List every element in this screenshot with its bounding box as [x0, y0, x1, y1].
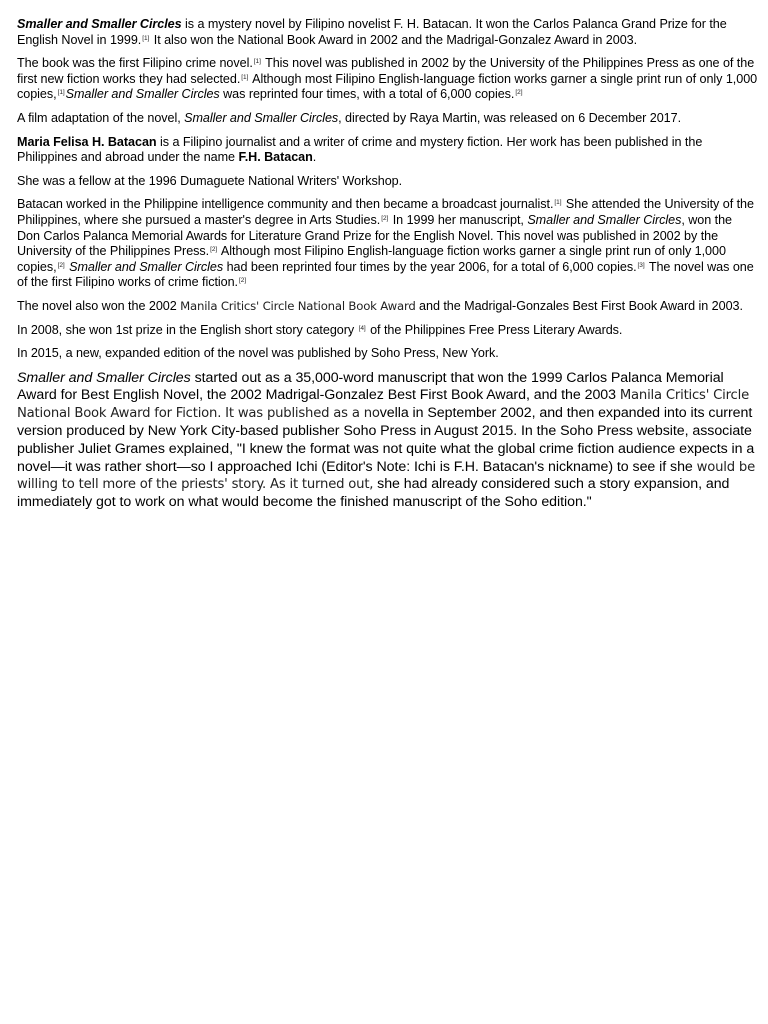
- author-name: Maria Felisa H. Batacan: [17, 134, 157, 149]
- reference-link[interactable]: [2]: [515, 89, 523, 97]
- reference-link[interactable]: [4]: [358, 324, 366, 332]
- reference-link[interactable]: [2]: [381, 214, 389, 222]
- paragraph-career: Batacan worked in the Philippine intelligence community and then became a broadcast journalist.[1] She attended the University of the Philippines, where she pursued a master's degree in Arts Studies.[2] In 1999 her manuscript, Smaller and Smaller Circles, won the Don Carlos Palanca Memorial Awards for Literature Grand Prize for the English Novel. This novel was published in 2002 by the University of the Philippines Press.[2] Although most Filipino English-language fiction works garner a single print run of only 1,000 copies,[2] Smaller and Smaller Circles had been reprinted four times by the year 2006, for a total of 6,000 copies.[3] The novel was one of the first Filipino works of crime fiction.[2]: [17, 197, 754, 290]
- paragraph-film: A film adaptation of the novel, Smaller and Smaller Circles, directed by Raya Martin, was released on 6 December 2017.: [17, 110, 682, 125]
- book-title: Smaller and Smaller Circles: [65, 87, 220, 102]
- paragraph-author: Maria Felisa H. Batacan is a Filipino journalist and a writer of crime and mystery fiction. Her work has been published in the Philippines and abroad under the name F.H. Batacan.: [17, 134, 703, 165]
- paragraph-2008-prize: In 2008, she won 1st prize in the English short story category [4] of the Philippines Free Press Literary Awards.: [17, 322, 623, 337]
- paragraph-fellowship: She was a fellow at the 1996 Dumaguete National Writers' Workshop.: [17, 173, 403, 188]
- reference-link[interactable]: [2]: [57, 261, 65, 269]
- book-title: Smaller and Smaller Circles: [17, 369, 191, 386]
- film-title: Smaller and Smaller Circles: [184, 110, 339, 125]
- paragraph-intro: Smaller and Smaller Circles is a mystery novel by Filipino novelist F. H. Batacan. It won the Carlos Palanca Grand Prize for the English Novel in 1999.[1] It also won the National Book Award in 2002 and the Madrigal-Gonzalez Award in 2003.: [17, 17, 727, 47]
- reference-link[interactable]: [1]: [253, 58, 261, 66]
- reference-link[interactable]: [1]: [241, 73, 249, 81]
- paragraph-soho-quote: Smaller and Smaller Circles started out as a 35,000-word manuscript that won the 1999 Carlos Palanca Memorial Award for Best English Novel, the 2002 Madrigal-Gonzalez Best First Book Award, and the 2003 Manila Critics' Circle National Book Award for Fiction. It was published as a novella in September 2002, and then expanded into its current version produced by New York City-based publisher Soho Press in August 2015. In the Soho Press website, associate publisher Juliet Grames explained, "I knew the format was not quite what the global crime fiction audience expects in a novel—it was rather short—so I approached Ichi (Editor's Note: Ichi is F.H. Batacan's nickname) to see if she would be willing to tell more of the priests' story. As it turned out, she had already considered such a story expansion, and immediately got to work on what would become the finished manuscript of the Soho edition.": [17, 369, 755, 511]
- book-title: Smaller and Smaller Circles: [527, 212, 682, 227]
- reference-link[interactable]: [3]: [637, 261, 645, 269]
- reference-link[interactable]: [1]: [142, 34, 150, 42]
- paragraph-awards: The novel also won the 2002 Manila Critics' Circle National Book Award and the Madrigal-Gonzales Best First Book Award in 2003.: [17, 298, 743, 313]
- paragraph-publication: The book was the first Filipino crime novel.[1] This novel was published in 2002 by the University of the Philippines Press as one of the first new fiction works they had selected.[1] Although most Filipino English-language fiction works garner a single print run of only 1,000 copies,[1]Smaller and Smaller Circles was reprinted four times, with a total of 6,000 copies.[2]: [17, 56, 758, 102]
- reference-link[interactable]: [1]: [554, 199, 562, 207]
- book-title: Smaller and Smaller Circles: [69, 259, 224, 274]
- reference-link[interactable]: [2]: [210, 246, 218, 254]
- reference-link[interactable]: [2]: [239, 277, 247, 285]
- book-title: Smaller and Smaller Circles: [17, 17, 182, 31]
- pen-name: F.H. Batacan: [238, 150, 313, 165]
- reference-link[interactable]: [1]: [57, 89, 65, 97]
- award-name: Manila Critics' Circle National Book Award: [180, 298, 416, 313]
- paragraph-2015-edition: In 2015, a new, expanded edition of the novel was published by Soho Press, New York.: [17, 346, 499, 361]
